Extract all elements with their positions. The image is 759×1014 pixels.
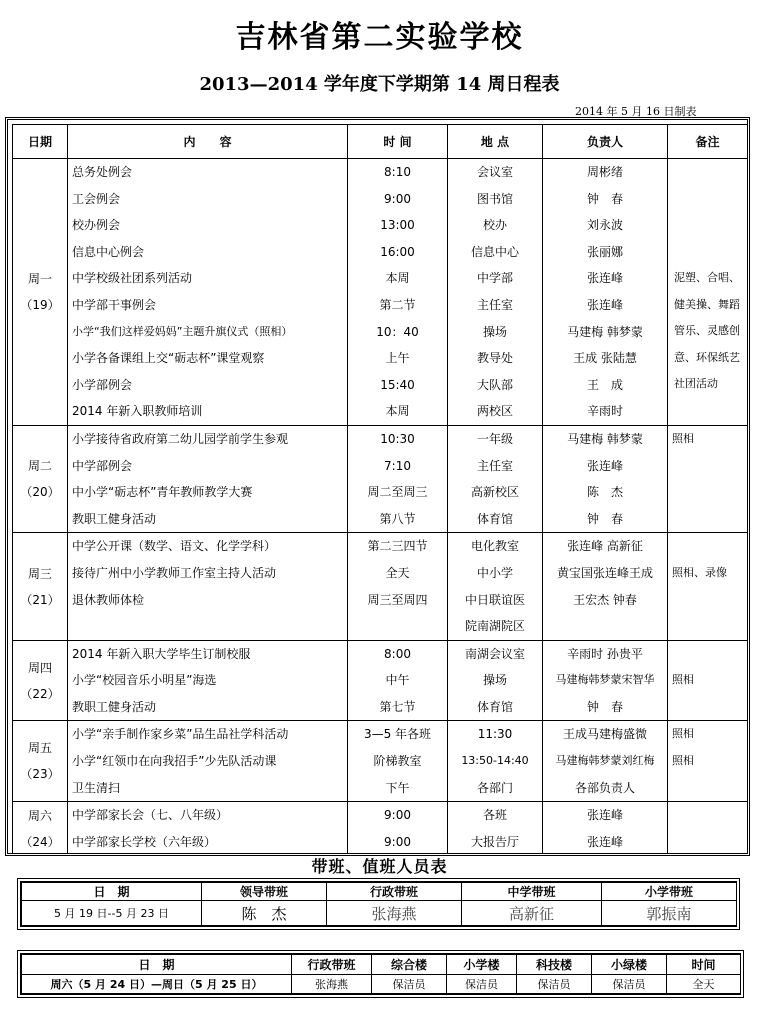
duty-title: 带班、值班人员表	[311, 857, 448, 876]
header-time: 时 间	[348, 125, 448, 159]
event-time: 周三至周四	[367, 592, 428, 607]
event-place: 会议室	[476, 165, 513, 179]
event-owner: 周彬绪	[586, 165, 623, 179]
duty1-value: 陈 杰	[202, 901, 327, 926]
header-owner: 负责人	[543, 125, 668, 159]
event-time: 10:30	[380, 431, 415, 446]
event-owner: 陈 杰	[586, 485, 623, 500]
event-place: 主任室	[476, 458, 513, 473]
day-label: 周三	[27, 566, 52, 581]
owner-cell	[543, 533, 668, 640]
event-note	[668, 829, 747, 856]
content-cell	[68, 802, 348, 856]
duty2-value: 保洁员	[372, 975, 447, 994]
event-place: 一年级	[476, 431, 513, 446]
duty1-value: 高新征	[462, 901, 602, 926]
day-block-wed	[13, 533, 748, 640]
duty2-header: 科技楼	[517, 955, 592, 975]
duty1-header: 领导带班	[202, 883, 327, 901]
event-owner: 钟 春	[586, 699, 623, 714]
event-place: 中日联谊医	[464, 592, 525, 607]
event-time: 周二至周三	[367, 485, 428, 500]
event-place: 信息中心	[470, 244, 519, 259]
place-cell	[448, 425, 543, 532]
event-time: 13:00	[380, 218, 415, 233]
note-cell	[668, 802, 748, 856]
event-time: 阶梯教室	[373, 754, 422, 769]
place-cell	[448, 533, 543, 640]
event-owner: 钟 春	[586, 511, 623, 526]
event-place: 操场	[482, 324, 507, 339]
event-owner: 钟 春	[586, 191, 623, 206]
day-number: （24）	[20, 834, 60, 849]
event-content: 中学部家长会（七、八年级）	[72, 808, 229, 823]
duty1-header: 行政带班	[327, 883, 462, 901]
event-place: 校办	[482, 218, 507, 233]
day-number: （23）	[20, 767, 60, 782]
header-content: 内 容	[68, 125, 348, 159]
event-content: 小学部例会	[72, 377, 133, 392]
event-place: 院南湖院区	[464, 619, 525, 634]
event-content: 小学“我们这样爱妈妈”主题升旗仪式（照相）	[72, 324, 293, 338]
time-cell	[348, 640, 448, 721]
day-label: 周二	[27, 459, 52, 474]
content-cell	[68, 533, 348, 640]
event-place: 大报告厅	[470, 834, 519, 849]
event-time: 全天	[385, 565, 410, 580]
event-content: 中小学“砺志杯”青年教师教学大赛	[72, 485, 253, 500]
event-content: 教职工健身活动	[72, 511, 157, 526]
event-place: 11:30	[477, 727, 513, 742]
event-note	[668, 694, 747, 721]
event-time: 15:40	[380, 377, 415, 392]
event-content: 中学公开课（数学、语文、化学学科）	[72, 539, 277, 554]
content-cell	[68, 721, 348, 802]
duty1-header: 小学带班	[602, 883, 737, 901]
event-owner: 张连峰	[586, 297, 623, 312]
event-content: 总务处例会	[72, 165, 133, 179]
header-row	[13, 125, 748, 159]
time-cell	[348, 425, 448, 532]
day-label: 周五	[27, 741, 52, 756]
duty2-header: 时间	[667, 955, 741, 975]
duty2-header: 小绿楼	[592, 955, 667, 975]
event-place: 教导处	[476, 351, 513, 366]
event-content: 校办例会	[72, 218, 121, 233]
event-note: 照相、录像	[672, 566, 727, 580]
event-place: 大队部	[476, 377, 513, 392]
event-content: 小学各备课组上交“砺志杯”课堂观察	[72, 351, 265, 366]
place-cell	[448, 640, 543, 721]
event-time: 16:00	[380, 244, 415, 259]
event-place: 电化教室	[470, 539, 519, 554]
day-block-sat	[13, 802, 748, 856]
duty-table-1	[17, 878, 740, 930]
event-place: 各班	[482, 808, 507, 823]
duty2-header: 综合楼	[372, 955, 447, 975]
event-note	[668, 479, 747, 506]
place-cell	[448, 802, 543, 856]
duty1-header: 日 期	[22, 883, 202, 901]
event-place: 南湖会议室	[464, 646, 525, 661]
header-date: 日期	[13, 125, 68, 159]
schedule-subtitle: 2013—2014 学年度下学期第 14 周日程表	[199, 74, 560, 95]
school-title: 吉林省第二实验学校	[235, 20, 524, 55]
day-block-thu	[13, 640, 748, 721]
event-note: 照相	[672, 431, 694, 445]
event-owner: 张丽娜	[586, 244, 623, 259]
event-owner: 张连峰	[586, 808, 623, 823]
event-note	[668, 641, 747, 668]
event-owner: 马建梅韩梦蒙宋智华	[555, 673, 655, 687]
day-label: 周六	[27, 808, 52, 823]
event-place: 体育馆	[476, 699, 513, 714]
event-owner: 王成马建梅盛微	[562, 727, 647, 742]
event-content: 接待广州中小学教师工作室主持人活动	[72, 565, 277, 580]
content-cell	[68, 159, 348, 426]
duty2-value: 全天	[667, 975, 741, 994]
event-note	[668, 506, 747, 533]
event-time: 8:00	[384, 646, 411, 661]
event-note	[668, 802, 747, 829]
owner-cell	[543, 159, 668, 426]
made-date: 2014 年 5 月 16 日制表	[575, 105, 697, 118]
duty1-value: 郭振南	[602, 901, 737, 926]
event-time: 第八节	[379, 511, 416, 526]
event-time: 上午	[385, 351, 410, 366]
event-content: 中学部干事例会	[72, 297, 157, 312]
event-owner	[543, 613, 667, 640]
event-place: 两校区	[476, 404, 513, 419]
event-time: 10：40	[376, 324, 419, 339]
event-place: 体育馆	[476, 511, 513, 526]
duty1-value: 张海燕	[327, 901, 462, 926]
day-block-mon	[13, 159, 748, 426]
event-time: 9:00	[384, 808, 411, 823]
day-block-tue	[13, 425, 748, 532]
event-owner: 张连峰	[586, 271, 623, 286]
event-owner: 马建梅韩梦蒙刘红梅	[555, 754, 655, 768]
event-owner: 马建梅 韩梦蒙	[567, 431, 643, 446]
content-cell	[68, 425, 348, 532]
event-time: 9:00	[384, 191, 411, 206]
day-cell-wed	[13, 533, 68, 640]
event-content: 退休教师体检	[72, 592, 145, 607]
event-content: 信息中心例会	[72, 244, 145, 259]
duty2-header: 小学楼	[447, 955, 517, 975]
event-place: 高新校区	[470, 485, 519, 500]
event-owner: 张连峰	[586, 458, 623, 473]
event-content: 中学校级社团系列活动	[72, 271, 193, 286]
header-place: 地 点	[448, 125, 543, 159]
event-note: 照相	[672, 673, 694, 687]
day-number: （22）	[20, 686, 60, 701]
event-content: 小学接待省政府第二幼儿园学前学生参观	[72, 431, 289, 446]
day-cell-mon	[13, 159, 68, 426]
day-block-fri	[13, 721, 748, 802]
event-content: 教职工健身活动	[72, 699, 157, 714]
schedule-frame	[5, 117, 750, 856]
event-content	[68, 613, 347, 640]
event-owner: 马建梅 韩梦蒙	[567, 324, 643, 339]
note-cell	[668, 533, 748, 640]
day-cell-sat	[13, 802, 68, 856]
duty2-header: 日 期	[22, 955, 292, 975]
duty2-value: 保洁员	[592, 975, 667, 994]
day-cell-tue	[13, 425, 68, 532]
place-cell	[448, 721, 543, 802]
event-place: 中学部	[476, 271, 513, 286]
event-time	[348, 613, 447, 640]
event-place: 图书馆	[476, 191, 513, 206]
event-time: 8:10	[384, 165, 411, 179]
time-cell	[348, 721, 448, 802]
duty2-header: 行政带班	[292, 955, 372, 975]
event-content: 工会例会	[72, 191, 121, 206]
duty1-header: 中学带班	[462, 883, 602, 901]
event-content: 中学部例会	[72, 458, 133, 473]
event-time: 7:10	[384, 458, 411, 473]
event-content: 2014 年新入职大学毕生订制校服	[72, 646, 251, 661]
event-owner: 各部负责人	[574, 780, 635, 795]
event-time: 第二三四节	[367, 539, 428, 554]
event-owner: 王 成	[586, 377, 623, 392]
event-place: 操场	[482, 673, 507, 688]
content-cell	[68, 640, 348, 721]
owner-cell	[543, 425, 668, 532]
time-cell	[348, 533, 448, 640]
day-cell-fri	[13, 721, 68, 802]
event-content: 小学“亲手制作家乡菜”品生品社学科活动	[72, 727, 289, 742]
schedule-table	[12, 124, 748, 856]
owner-cell	[543, 802, 668, 856]
day-label: 周一	[27, 271, 52, 286]
note-cell	[668, 640, 748, 721]
event-place: 主任室	[476, 297, 513, 312]
event-place: 各部门	[476, 780, 513, 795]
event-time: 本周	[385, 404, 410, 419]
event-content: 小学“红领巾在向我招手”少先队活动课	[72, 754, 277, 769]
event-owner: 王成 张陆慧	[573, 351, 637, 366]
place-cell	[448, 159, 543, 426]
event-time: 9:00	[384, 834, 411, 849]
event-content: 小学“校园音乐小明星”海选	[72, 673, 217, 688]
owner-cell	[543, 721, 668, 802]
event-time: 3—5 年各班	[363, 727, 432, 742]
event-owner: 辛雨时	[586, 404, 623, 419]
day-cell-thu	[13, 640, 68, 721]
note-cell	[668, 721, 748, 802]
event-content: 2014 年新入职教师培训	[72, 404, 203, 419]
event-time: 中午	[385, 673, 410, 688]
day-label: 周四	[27, 660, 52, 675]
event-time: 第七节	[379, 699, 416, 714]
duty2-value: 周六（5 月 24 日）—周日（5 月 25 日）	[22, 975, 292, 994]
event-owner: 王宏杰 钟春	[573, 592, 637, 607]
event-note	[668, 775, 747, 802]
event-owner: 黄宝国张连峰王成	[556, 565, 653, 580]
event-place: 中小学	[476, 565, 513, 580]
event-time: 下午	[385, 780, 410, 795]
event-note	[668, 453, 747, 480]
event-content: 卫生清扫	[72, 780, 121, 795]
time-cell	[348, 802, 448, 856]
note-cell	[668, 425, 748, 532]
event-time: 本周	[385, 271, 410, 286]
duty1-value: 5 月 19 日--5 月 23 日	[22, 901, 202, 926]
event-owner: 辛雨时 孙贵平	[567, 646, 643, 661]
event-note: 照相	[672, 727, 694, 741]
duty2-value: 保洁员	[517, 975, 592, 994]
event-place: 13:50-14:40	[461, 754, 529, 768]
event-owner: 张连峰 高新征	[567, 539, 643, 554]
day-number: （21）	[20, 592, 60, 607]
duty-table-2	[17, 950, 744, 998]
event-owner: 张连峰	[586, 834, 623, 849]
owner-cell	[543, 640, 668, 721]
duty2-value: 保洁员	[447, 975, 517, 994]
event-note: 照相	[672, 754, 694, 768]
event-time: 第二节	[379, 297, 416, 312]
duty2-value: 张海燕	[292, 975, 372, 994]
event-owner: 刘永波	[586, 218, 623, 233]
day-number: （19）	[20, 297, 60, 312]
note-cell	[668, 159, 748, 426]
event-content: 中学部家长学校（六年级）	[72, 834, 217, 849]
time-cell	[348, 159, 448, 426]
header-note: 备注	[668, 125, 748, 159]
day-number: （20）	[20, 485, 60, 500]
event-note: 泥塑、合唱、健美操、舞蹈管乐、灵感创意、环保纸艺社团活动	[674, 271, 740, 391]
